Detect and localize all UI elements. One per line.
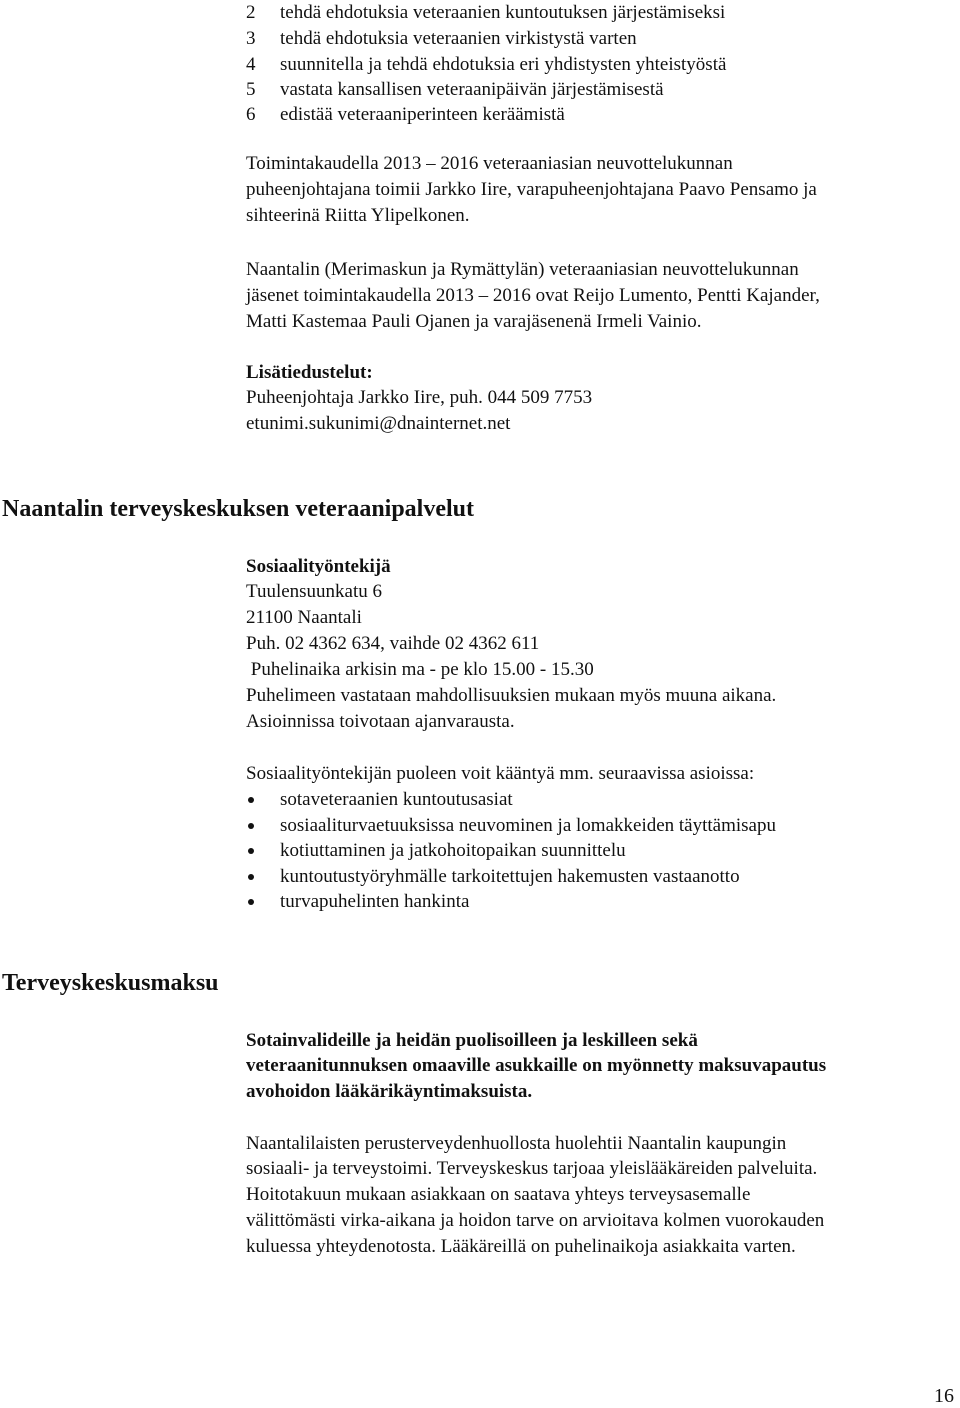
bullet-icon	[248, 848, 254, 854]
list-item: edistää veteraaniperinteen keräämistä	[280, 104, 565, 125]
bullet-icon	[248, 899, 254, 905]
list-number: 5	[246, 79, 256, 100]
paragraph-line: välittömästi virka-aikana ja hoidon tarve on arvioitava kolmen vuorokauden	[246, 1210, 825, 1231]
services-intro: Sosiaalityöntekijän puoleen voit kääntyä mm. seuraavissa asioissa:	[246, 763, 755, 784]
list-item: tehdä ehdotuksia veteraanien virkistystä varten	[280, 28, 637, 49]
contact-label: Lisätiedustelut:	[246, 362, 373, 383]
paragraph-line: Hoitotakuun mukaan asiakkaan on saatava yhteys terveysasemalle	[246, 1184, 751, 1205]
paragraph-line: Naantalilaisten perusterveydenhuollosta huolehtii Naantalin kaupungin	[246, 1133, 787, 1154]
section-heading-health-fee: Terveyskeskusmaksu	[2, 970, 219, 996]
paragraph-line: Toimintakaudella 2013 – 2016 veteraaniasian neuvottelukunnan	[246, 153, 733, 174]
section-heading-veteran-services: Naantalin terveyskeskuksen veteraanipalvelut	[2, 496, 475, 522]
list-item: vastata kansallisen veteraanipäivän järjestämisestä	[280, 79, 664, 100]
paragraph-line: sihteerinä Riitta Ylipelkonen.	[246, 205, 470, 226]
list-number: 4	[246, 54, 256, 75]
contact-email: etunimi.sukunimi@dnainternet.net	[246, 413, 511, 434]
exemption-line: avohoidon lääkärikäyntimaksuista.	[246, 1081, 533, 1102]
bullet-item: sosiaaliturvaetuuksissa neuvominen ja lomakkeiden täyttämisapu	[280, 815, 776, 836]
social-worker-title: Sosiaalityöntekijä	[246, 556, 391, 577]
exemption-line: veteraanitunnuksen omaaville asukkaille on myönnetty maksuvapautus	[246, 1055, 827, 1076]
bullet-item: kuntoutustyöryhmälle tarkoitettujen hakemusten vastaanotto	[280, 866, 740, 887]
list-item: suunnitella ja tehdä ehdotuksia eri yhdistysten yhteistyöstä	[280, 54, 727, 75]
paragraph-line: puheenjohtajana toimii Jarkko Iire, varapuheenjohtajana Paavo Pensamo ja	[246, 179, 817, 200]
paragraph-line: kuluessa yhteydenotosta. Lääkäreillä on puhelinaikoja asiakkaita varten.	[246, 1236, 796, 1257]
page-number: 16	[934, 1385, 954, 1407]
bullet-icon	[248, 823, 254, 829]
list-number: 6	[246, 104, 256, 125]
phone-line: Puh. 02 4362 634, vaihde 02 4362 611	[246, 633, 540, 654]
exemption-line: Sotainvalideille ja heidän puolisoilleen ja leskilleen sekä	[246, 1030, 698, 1051]
list-item: tehdä ehdotuksia veteraanien kuntoutuksen järjestämiseksi	[280, 2, 726, 23]
contact-phone: Puheenjohtaja Jarkko Iire, puh. 044 509 7753	[246, 387, 593, 408]
paragraph-line: Matti Kastemaa Pauli Ojanen ja varajäsenenä Irmeli Vainio.	[246, 311, 702, 332]
paragraph-line: Naantalin (Merimaskun ja Rymättylän) veteraaniasian neuvottelukunnan	[246, 259, 799, 280]
bullet-item: sotaveteraanien kuntoutusasiat	[280, 789, 513, 810]
bullet-item: kotiuttaminen ja jatkohoitopaikan suunnittelu	[280, 840, 626, 861]
phone-hours-line: Puhelinaika arkisin ma - pe klo 15.00 - 15.30	[246, 659, 594, 680]
list-number: 2	[246, 2, 256, 23]
address-line: 21100 Naantali	[246, 607, 362, 628]
info-line: Asioinnissa toivotaan ajanvarausta.	[246, 711, 515, 732]
bullet-item: turvapuhelinten hankinta	[280, 891, 470, 912]
bullet-icon	[248, 797, 254, 803]
info-line: Puhelimeen vastataan mahdollisuuksien mukaan myös muuna aikana.	[246, 685, 777, 706]
paragraph-line: sosiaali- ja terveystoimi. Terveyskeskus tarjoaa yleislääkäreiden palveluita.	[246, 1158, 818, 1179]
bullet-icon	[248, 874, 254, 880]
paragraph-line: jäsenet toimintakaudella 2013 – 2016 ovat Reijo Lumento, Pentti Kajander,	[246, 285, 820, 306]
list-number: 3	[246, 28, 256, 49]
address-line: Tuulensuunkatu 6	[246, 581, 383, 602]
